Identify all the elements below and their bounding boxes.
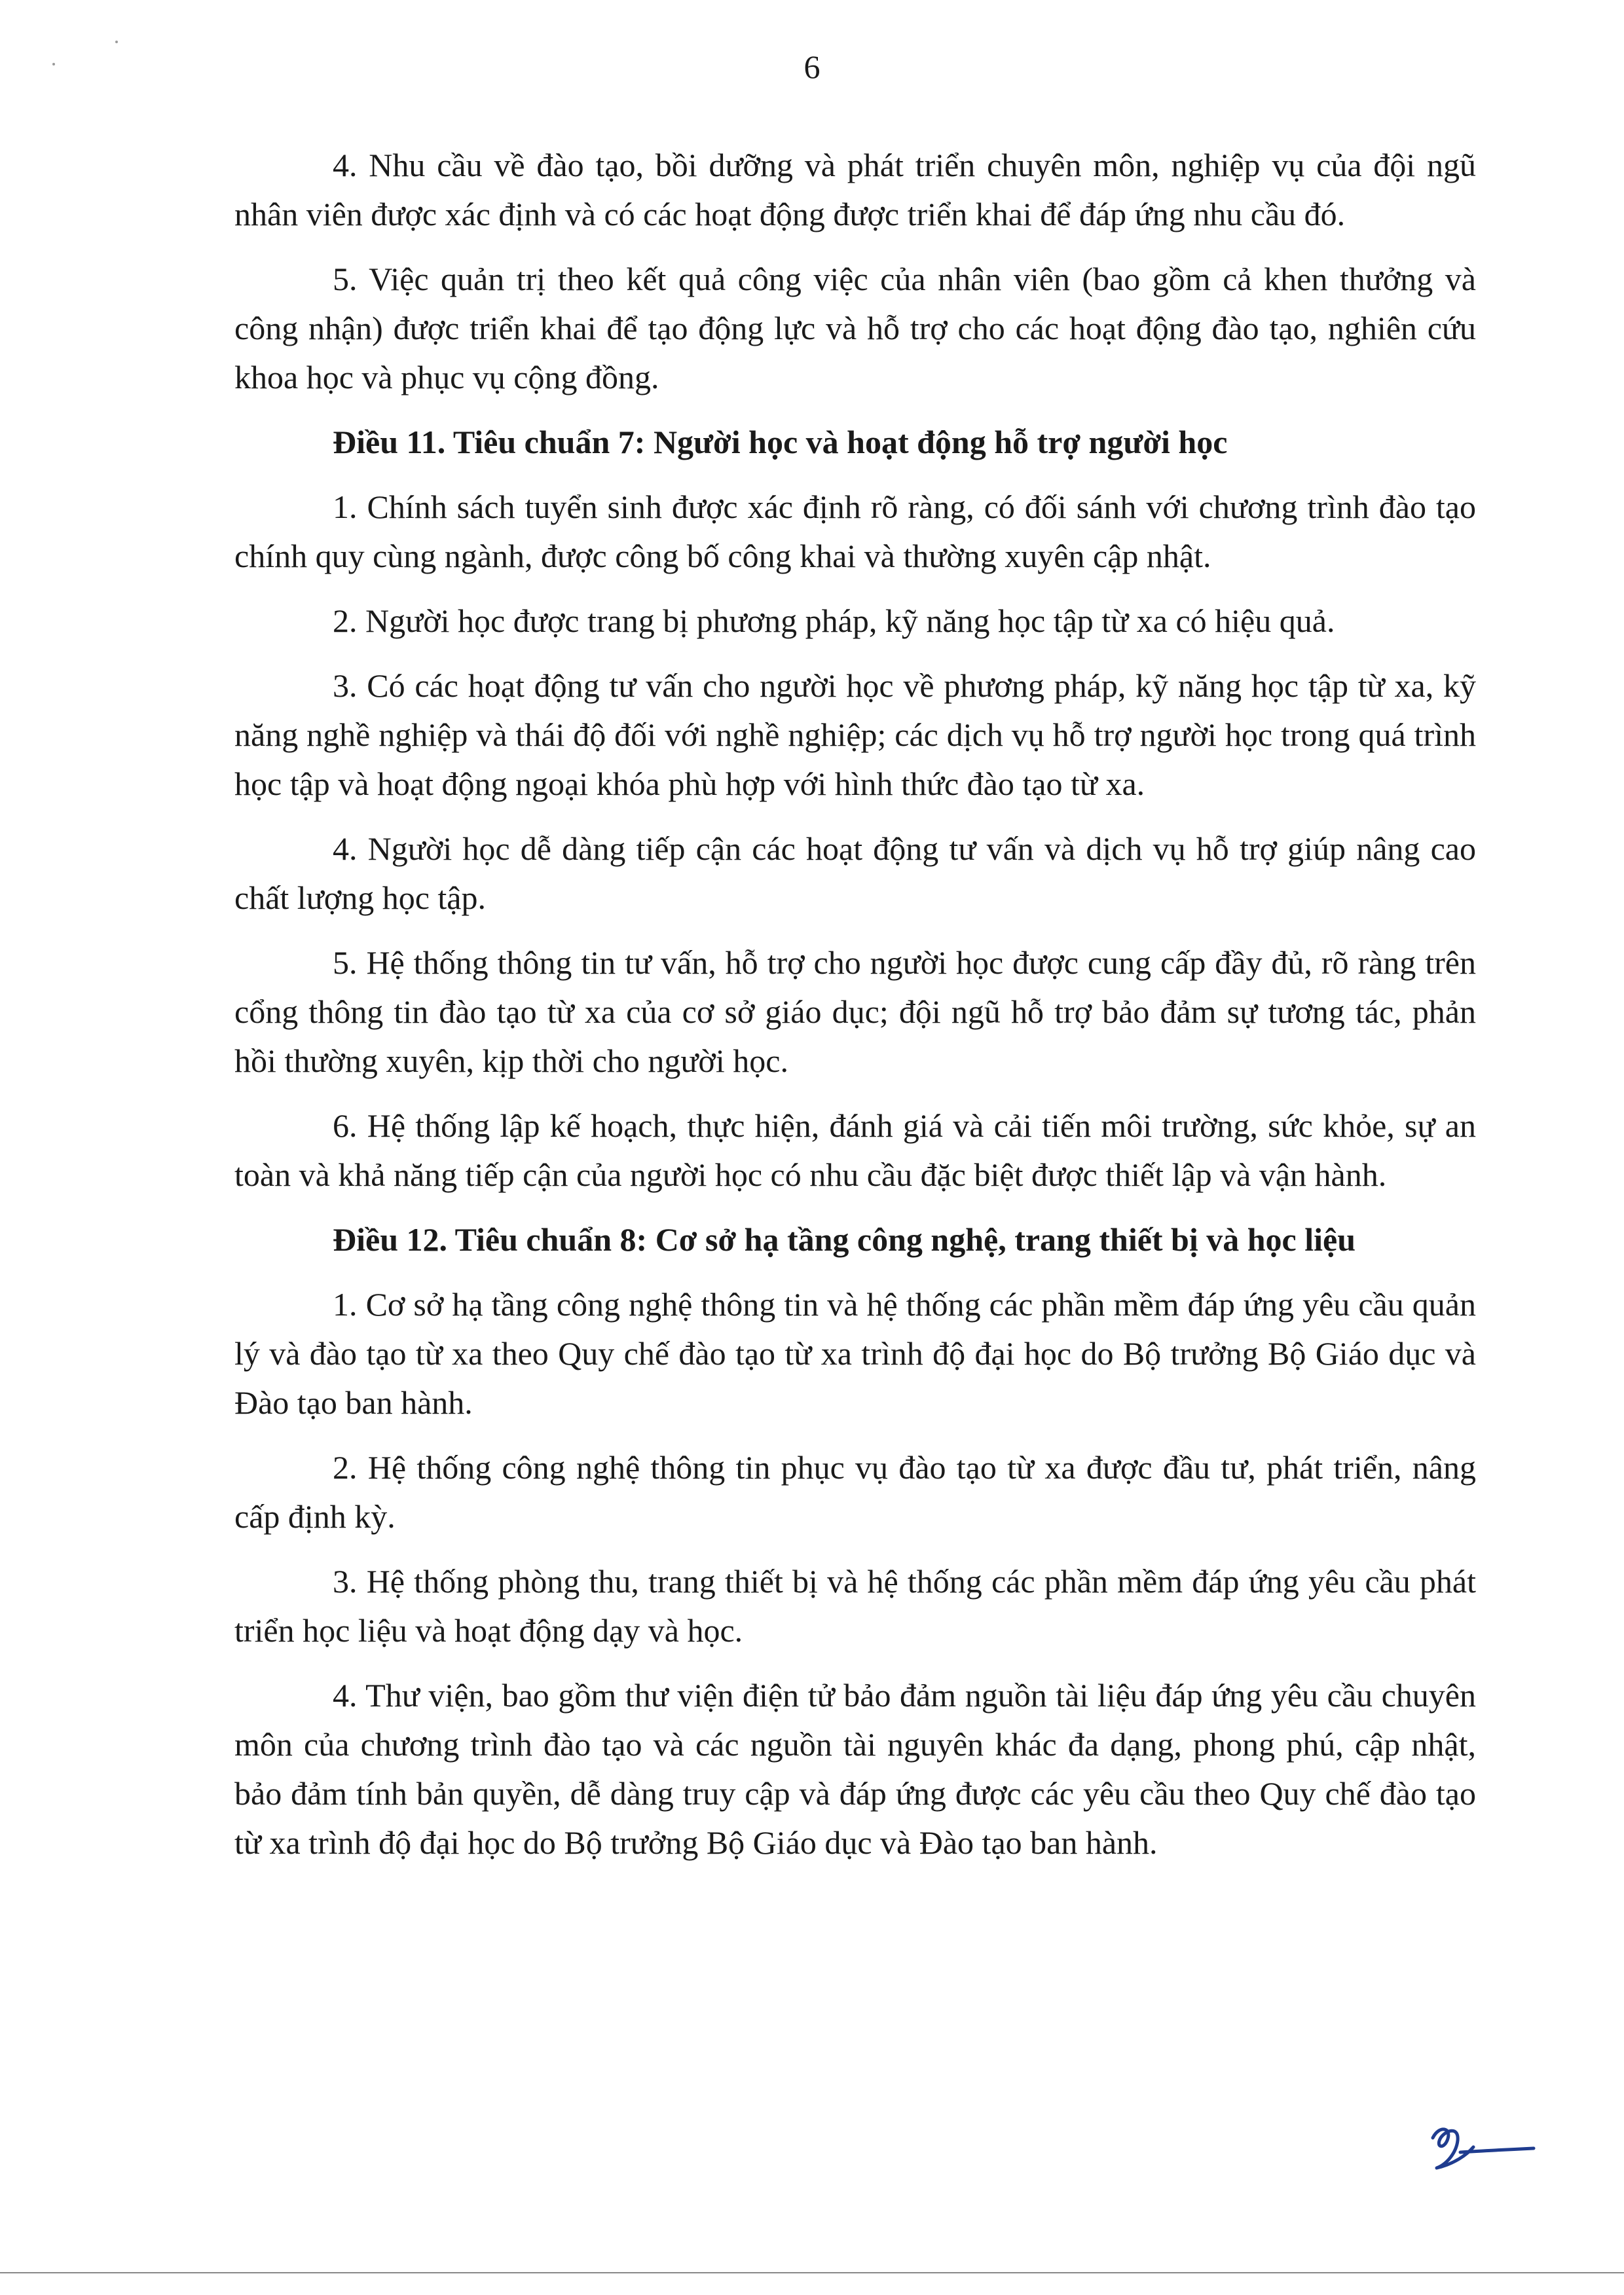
paragraph-item: 5. Việc quản trị theo kết quả công việc của nhân viên (bao gồm cả khen thưởng và công nhận) được triển khai để tạo động lực và hỗ trợ cho các hoạt động đào tạo, nghiên cứu khoa học và phục vụ cộng đồng.: [234, 261, 1476, 395]
page-number: 6: [803, 48, 821, 85]
paragraph-item: 3. Có các hoạt động tư vấn cho người học về phương pháp, kỹ năng học tập từ xa, kỹ năng nghề nghiệp và thái độ đối với nghề nghiệp; các dịch vụ hỗ trợ người học trong quá trình học tập và hoạt động ngoại khóa phù hợp với hình thức đào tạo từ xa.: [234, 667, 1476, 802]
paragraph-item: 4. Nhu cầu về đào tạo, bồi dưỡng và phát triển chuyên môn, nghiệp vụ của đội ngũ nhân viên được xác định và có các hoạt động được triển khai để đáp ứng nhu cầu đó.: [234, 147, 1476, 232]
paragraph-item: 2. Hệ thống công nghệ thông tin phục vụ đào tạo từ xa được đầu tư, phát triển, nâng cấp định kỳ.: [234, 1449, 1476, 1535]
scan-bottom-edge: [0, 2272, 1624, 2273]
paragraph-item: 4. Thư viện, bao gồm thư viện điện tử bảo đảm nguồn tài liệu đáp ứng yêu cầu chuyên môn của chương trình đào tạo và các nguồn tài nguyên khác đa dạng, phong phú, cập nhật, bảo đảm tính bản quyền, dễ dàng truy cập và đáp ứng được các yêu cầu theo Quy chế đào tạo từ xa trình độ đại học do Bộ trưởng Bộ Giáo dục và Đào tạo ban hành.: [234, 1677, 1476, 1861]
article-heading: Điều 11. Tiêu chuẩn 7: Người học và hoạt động hỗ trợ người học: [333, 424, 1228, 460]
paragraph-item: 2. Người học được trang bị phương pháp, kỹ năng học tập từ xa có hiệu quả.: [333, 602, 1335, 639]
document-body: [234, 141, 1476, 1883]
paragraph-item: 3. Hệ thống phòng thu, trang thiết bị và hệ thống các phần mềm đáp ứng yêu cầu phát triển học liệu và hoạt động dạy và học.: [234, 1563, 1476, 1649]
initials-signature: [1421, 2118, 1539, 2177]
paragraph-item: 1. Chính sách tuyển sinh được xác định rõ ràng, có đối sánh với chương trình đào tạo chính quy cùng ngành, được công bố công khai và thường xuyên cập nhật.: [234, 488, 1476, 574]
paragraph-item: 4. Người học dễ dàng tiếp cận các hoạt động tư vấn và dịch vụ hỗ trợ giúp nâng cao chất lượng học tập.: [234, 830, 1476, 916]
paragraph-item: 1. Cơ sở hạ tầng công nghệ thông tin và hệ thống các phần mềm đáp ứng yêu cầu quản lý và đào tạo từ xa theo Quy chế đào tạo từ xa trình độ đại học do Bộ trưởng Bộ Giáo dục và Đào tạo ban hành.: [234, 1286, 1476, 1421]
paragraph-item: 5. Hệ thống thông tin tư vấn, hỗ trợ cho người học được cung cấp đầy đủ, rõ ràng trên cổng thông tin đào tạo từ xa của cơ sở giáo dục; đội ngũ hỗ trợ bảo đảm sự tương tác, phản hồi thường xuyên, kịp thời cho người học.: [234, 944, 1476, 1079]
article-heading: Điều 12. Tiêu chuẩn 8: Cơ sở hạ tầng công nghệ, trang thiết bị và học liệu: [333, 1221, 1356, 1258]
scan-speck: [115, 41, 118, 43]
paragraph-item: 6. Hệ thống lập kế hoạch, thực hiện, đánh giá và cải tiến môi trường, sức khỏe, sự an toàn và khả năng tiếp cận của người học có nhu cầu đặc biệt được thiết lập và vận hành.: [234, 1107, 1476, 1193]
